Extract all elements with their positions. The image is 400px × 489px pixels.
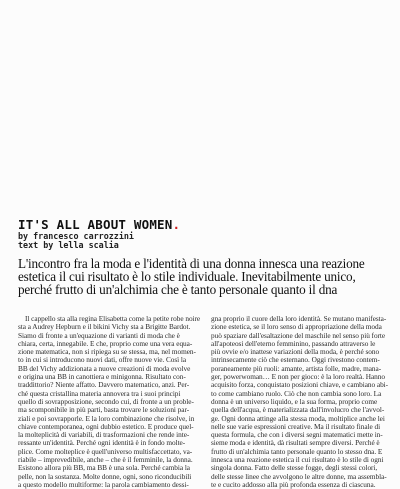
body-text-line: Il cappello sta alla regina Elisabetta come la petite robe noire xyxy=(25,315,201,323)
body-text-line: zione estetica, se il loro senso di appropriazione della moda xyxy=(211,323,382,332)
body-text-line: ché questa cristallina materia annovera tra i suoi principi xyxy=(18,389,181,398)
article-lede xyxy=(18,257,400,296)
body-column-right xyxy=(211,315,400,489)
body-text-line: ziali e poi sovrapporle. E la loro combinazione che risolve, in xyxy=(18,414,195,423)
body-text-line: poraneamente più ruoli: amante, artista folle, madre, mana- xyxy=(211,364,382,373)
body-text-line: questa formula, che con i diversi segni matematici mette in- xyxy=(211,431,383,440)
body-text-line: sta a Audrey Hepburn e il bikini Vichy sta a Brigitte Bardot. xyxy=(18,323,191,332)
lede-line: perché frutto di un'alchimia che è tanto personale quanto il dna xyxy=(18,282,338,297)
body-text-line: quello di sovrapposizione, secondo cui, di fronte a un proble- xyxy=(18,397,194,406)
body-text-line: Siamo di fronte a un'equazione di varianti di moda che è xyxy=(18,331,180,340)
body-text-line: pelle, non la sostanza. Molte donne, ogni, sono riconducibili xyxy=(18,472,192,481)
body-text-line: ma scomponibile in più parti, basta trovare le soluzioni par- xyxy=(18,406,190,415)
body-text-line: può spaziare dall'esaltazione del maschile nel senso più forte xyxy=(211,331,386,340)
body-text-line: gna proprio il cuore della loro identità. Se mutano manifesta- xyxy=(211,315,387,323)
body-text-line: singola donna. Fatto delle stesse fogge, degli stessi colori, xyxy=(211,464,378,473)
body-text-line: acquisito forza, conquistato posizioni chiave, e cambiano abi- xyxy=(211,381,389,390)
body-text-line: chiara, certa, innegabile. E che, proprio come una vera equa- xyxy=(18,339,193,348)
body-text-line: e origina una BB in canottiera e minigonna. Risultato con- xyxy=(18,373,186,382)
body-text-line: traddittorio? Niente affatto. Davvero matematico, anzi. Per- xyxy=(18,381,190,390)
body-text-line: plice. Come molteplice è quell'universo multisfaccettato, va- xyxy=(18,447,193,456)
body-text-line: la molteplicità di variabili, di trasformazioni che rende inte- xyxy=(18,431,190,440)
body-text-line: all'apoteosi dell'eterno femminino, passando attraverso le xyxy=(211,339,376,348)
title-red-dot: . xyxy=(172,217,181,232)
body-text-line: intrinsecamente ciò che esternano. Oggi rivestono contem- xyxy=(211,356,380,365)
body-text-line: frutto di un'alchimia tanto personale quanto lo stesso dna. E xyxy=(211,447,383,456)
byline-writer: text by lella scalia xyxy=(18,240,119,250)
body-text-line: ge. Ogni donna attinge alla stessa moda, moltiplice anche lei xyxy=(211,414,385,423)
body-text-line: zione matematica, non si ripiega su se stessa, ma, nel momen- xyxy=(18,348,196,357)
body-text-line: sieme moda e identità, dà risultati sempre diversi. Perché è xyxy=(211,439,380,448)
body-text-line: donna è un universo liquido, e la sua forma, proprio come xyxy=(211,397,378,406)
article-title xyxy=(18,218,180,232)
body-text-line: Esistono allora più BB, ma BB è una sola. Perché cambia la xyxy=(18,464,190,473)
body-text-line: to in cui si introducono nuovi dati, offre nuove vie. Così la xyxy=(18,356,187,365)
byline-photographer: by francesco carrozzini xyxy=(18,231,134,241)
title-text: IT'S ALL ABOUT WOMEN xyxy=(18,217,173,232)
body-text-line: a questo modello multiforme: la parola cambiamento dessi- xyxy=(18,480,189,489)
lede-line: estetica il cui risultato è lo stile individuale. Inevitabilmente unico, xyxy=(18,269,356,284)
body-text-line: ressante un'identità. Perché ogni identità è in fondo molte- xyxy=(18,439,186,448)
body-text-line: innesca una reazione estetica il cui risultato è lo stile di ogni xyxy=(211,456,384,465)
lede-line: L'incontro fra la moda e l'identità di una donna innesca una reazione xyxy=(18,256,365,271)
body-text-line: nelle sue varie espressioni creative. Ma il risultato finale di xyxy=(211,422,381,431)
body-text-line: chiave contemporanea, ogni dubbio estetico. E produce quel- xyxy=(18,422,194,431)
body-text-line: to come cambiano ruolo. Ciò che non cambia sono loro. La xyxy=(211,389,382,398)
body-text-line: ger, powerwoman… E non per gioco: è la loro realtà. Hanno xyxy=(211,373,385,382)
body-text-line: riabile – imprevedibile, anche – che è il femminile, la donna. xyxy=(18,456,193,465)
body-text-line: te e cucito addosso alla più profonda essenza di ciascuna. xyxy=(211,480,376,489)
body-text-line: più ovvie e/o inattese variazioni della moda, è perché sono xyxy=(211,348,380,357)
body-column-left xyxy=(18,315,201,489)
body-text-line: BB del Vichy addizionata a nuove creazioni di moda evolve xyxy=(18,364,191,373)
body-text-line: quella dell'acqua, è materializzata dall'involucro che l'avvol- xyxy=(211,406,385,415)
body-text-line: delle stesse linee che avvolgono le altre donne, ma assembla- xyxy=(211,472,387,481)
